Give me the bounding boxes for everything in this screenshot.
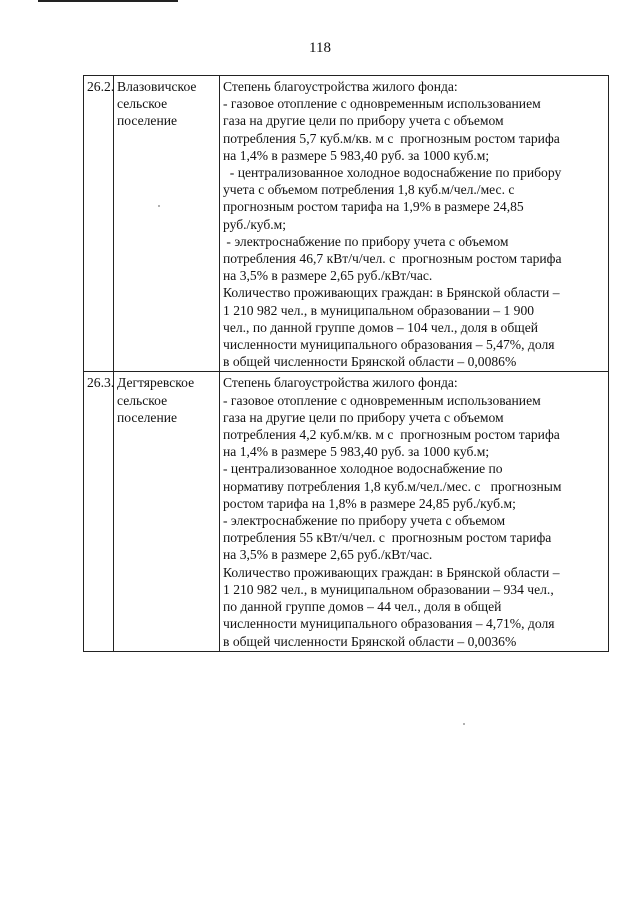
header-rule: [38, 0, 178, 2]
description-line: ростом тарифа на 1,8% в размере 24,85 руб./куб.м;: [223, 495, 516, 511]
description-line: по данной группе домов – 44 чел., доля в общей: [223, 599, 502, 615]
description-line: потребления 4,2 куб.м/кв. м с прогнозным ростом тарифа: [223, 427, 560, 443]
description-line: 1 210 982 чел., в муниципальном образовании – 934 чел.,: [223, 581, 554, 597]
page-number: 118: [309, 40, 331, 56]
table-body: [84, 76, 609, 652]
description-line: потребления 46,7 кВт/ч/чел. с прогнозным ростом тарифа: [223, 251, 562, 267]
description-line: - электроснабжение по прибору учета с объемом: [223, 233, 509, 249]
scan-speck: [463, 723, 465, 725]
description-line: на 1,4% в размере 5 983,40 руб. за 1000 куб.м;: [223, 444, 490, 460]
description-line: - централизованное холодное водоснабжение по: [223, 461, 503, 477]
description-cell: [220, 76, 609, 372]
description-cell: [220, 372, 609, 651]
row-number-cell: [84, 76, 114, 372]
row-number: 26.3.: [87, 375, 115, 391]
description-line: в общей численности Брянской области – 0,0036%: [223, 633, 517, 649]
description-line: Степень благоустройства жилого фонда:: [223, 375, 458, 391]
description-line: Количество проживающих граждан: в Брянской области –: [223, 285, 560, 301]
description-line: газа на другие цели по прибору учета с объемом: [223, 409, 504, 425]
settlement-name-line: Влазовичское: [117, 79, 197, 94]
row-number-cell: [84, 372, 114, 651]
settlement-name-cell: [114, 372, 220, 651]
description-line: - электроснабжение по прибору учета с объемом: [223, 513, 506, 529]
row-number: 26.2.: [87, 79, 115, 94]
description-line: прогнозным ростом тарифа на 1,9% в размере 24,85: [223, 199, 524, 215]
settlement-name-cell: [114, 76, 220, 372]
description-line: численности муниципального образования – 4,71%, доля: [223, 616, 555, 632]
table-row: [84, 372, 609, 651]
settlement-name-line: Дегтяревское: [117, 375, 195, 391]
description-line: на 3,5% в размере 2,65 руб./кВт/час.: [223, 547, 433, 563]
description-line: учета с объемом потребления 1,8 куб.м/чел./мес. с: [223, 182, 515, 198]
settlement-name-line: сельское: [117, 392, 168, 408]
description-line: на 1,4% в размере 5 983,40 руб. за 1000 куб.м;: [223, 147, 490, 163]
settlements-table: [83, 75, 609, 652]
description-line: на 3,5% в размере 2,65 руб./кВт/час.: [223, 268, 433, 284]
description-line: - газовое отопление с одновременным использованием: [223, 96, 541, 112]
settlement-name-line: поселение: [117, 113, 178, 129]
description-line: газа на другие цели по прибору учета с объемом: [223, 113, 504, 129]
settlement-name-line: поселение: [117, 409, 178, 425]
settlement-name-line: сельское: [117, 96, 168, 112]
description-line: нормативу потребления 1,8 куб.м/чел./мес. с прогнозным: [223, 478, 562, 494]
description-line: потребления 55 кВт/ч/чел. с прогнозным ростом тарифа: [223, 530, 552, 546]
description-line: в общей численности Брянской области – 0,0086%: [223, 354, 517, 370]
description-line: руб./куб.м;: [223, 216, 287, 232]
description-line: Степень благоустройства жилого фонда:: [223, 79, 458, 94]
description-line: чел., по данной группе домов – 104 чел., доля в общей: [223, 319, 539, 335]
scan-speck: [158, 205, 160, 207]
description-line: 1 210 982 чел., в муниципальном образовании – 1 900: [223, 302, 535, 318]
description-line: численности муниципального образования – 5,47%, доля: [223, 337, 555, 353]
description-line: - газовое отопление с одновременным использованием: [223, 392, 541, 408]
description-line: - централизованное холодное водоснабжение по прибору: [223, 165, 562, 181]
table-row: [84, 76, 609, 372]
description-line: потребления 5,7 куб.м/кв. м с прогнозным ростом тарифа: [223, 130, 560, 146]
description-line: Количество проживающих граждан: в Брянской области –: [223, 564, 560, 580]
